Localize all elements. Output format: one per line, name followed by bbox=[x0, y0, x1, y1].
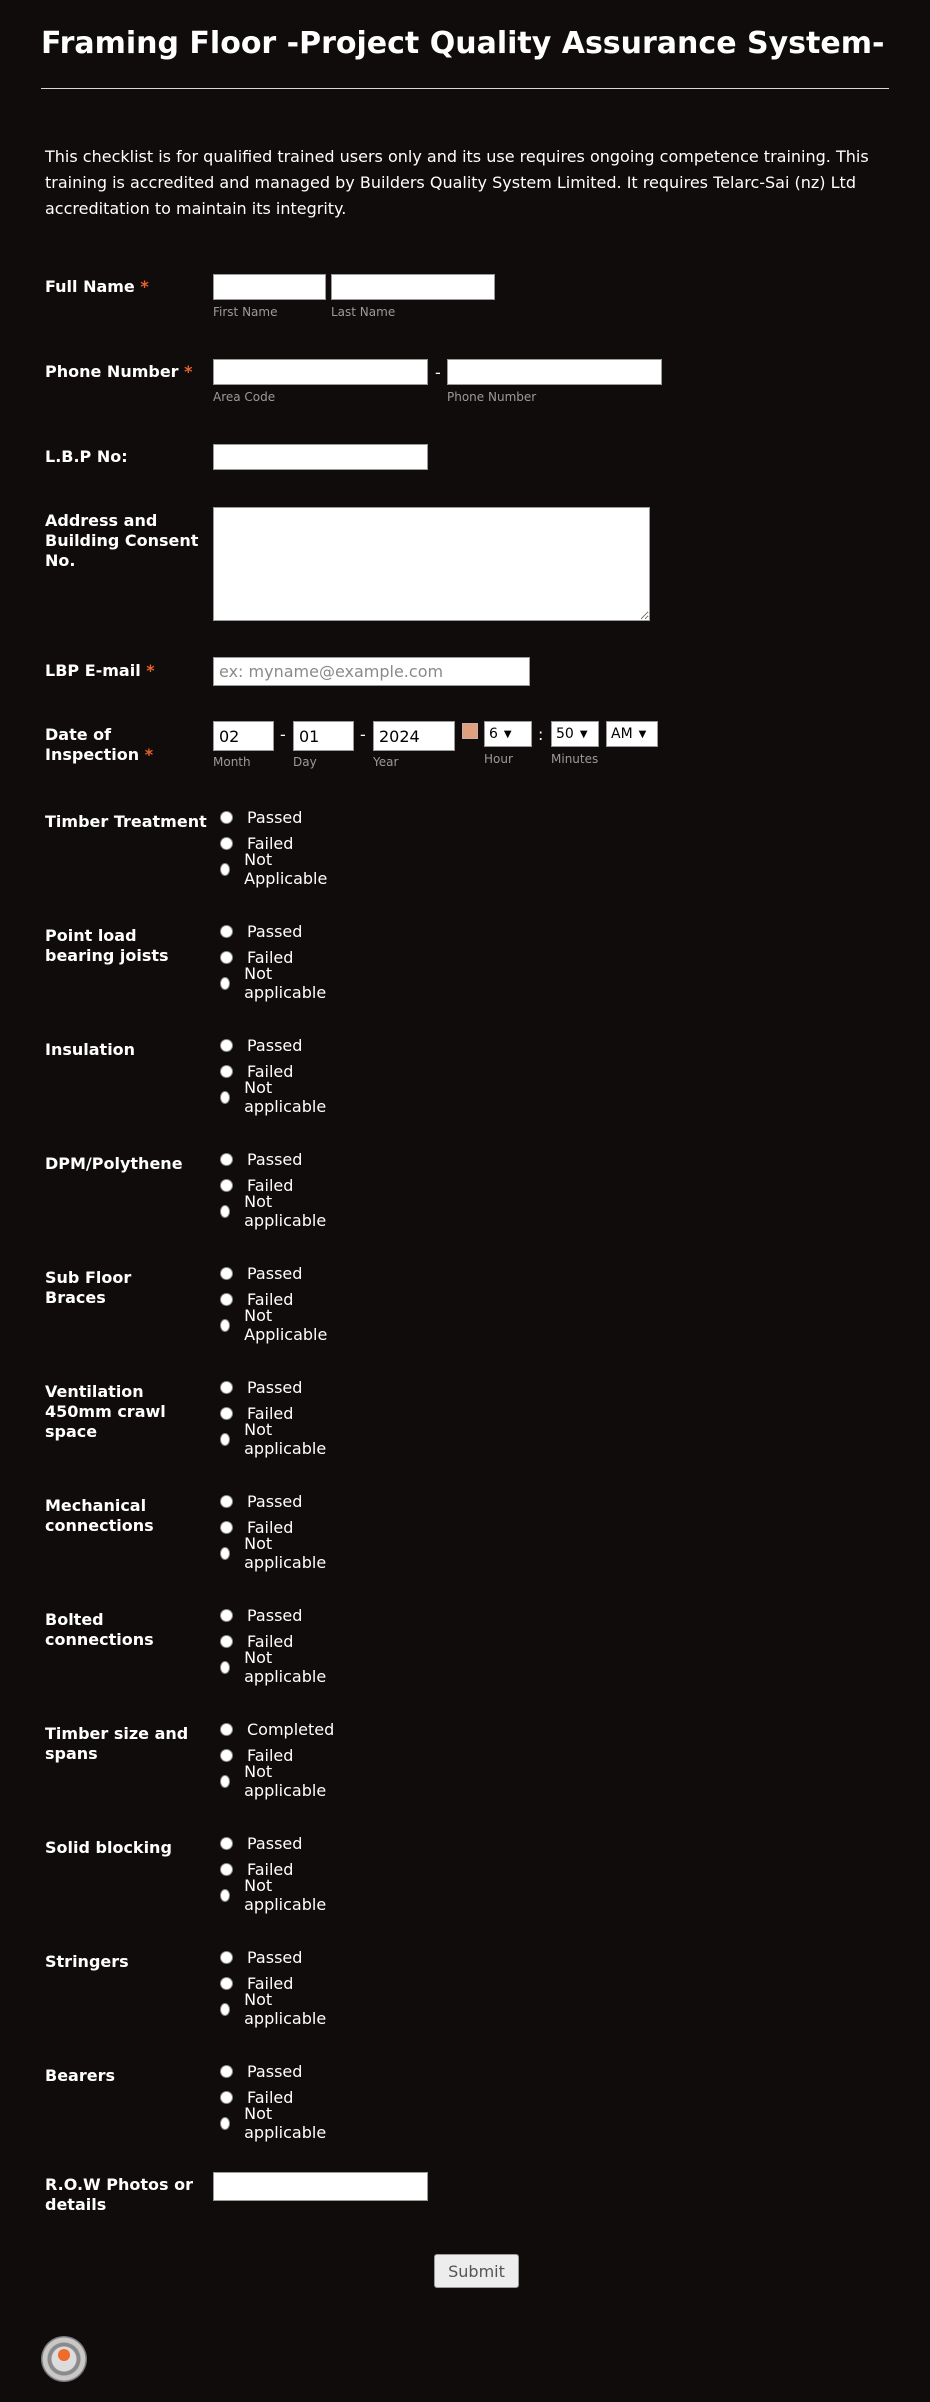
day-sublabel: Day bbox=[293, 755, 317, 769]
radio-button[interactable] bbox=[220, 1319, 230, 1332]
email-label: LBP E-mail * bbox=[45, 661, 155, 680]
calendar-icon[interactable] bbox=[462, 723, 478, 739]
radio-option-label: Passed bbox=[247, 1377, 303, 1397]
last-name-input[interactable] bbox=[331, 274, 495, 300]
radio-button[interactable] bbox=[220, 951, 233, 964]
radio-option-label: Passed bbox=[247, 807, 303, 827]
radio-button[interactable] bbox=[220, 863, 230, 876]
checklist-label: Insulation bbox=[45, 1040, 136, 1059]
radio-option[interactable] bbox=[213, 920, 302, 942]
radio-button[interactable] bbox=[220, 811, 233, 824]
lbp-no-input[interactable] bbox=[213, 444, 428, 470]
radio-option[interactable] bbox=[213, 806, 302, 828]
month-input[interactable] bbox=[213, 721, 274, 751]
radio-option[interactable] bbox=[213, 1148, 302, 1170]
radio-option-label: Failed bbox=[247, 2087, 294, 2107]
radio-button[interactable] bbox=[220, 1863, 233, 1876]
first-name-sublabel: First Name bbox=[213, 305, 278, 319]
radio-option[interactable] bbox=[213, 1306, 330, 1344]
radio-option[interactable] bbox=[213, 1946, 302, 1968]
radio-option-label: Failed bbox=[247, 833, 294, 853]
radio-option[interactable] bbox=[213, 1648, 329, 1686]
radio-option[interactable] bbox=[213, 1034, 302, 1056]
area-code-input[interactable] bbox=[213, 359, 428, 385]
year-sublabel: Year bbox=[373, 755, 399, 769]
radio-option-label: Not Applicable bbox=[244, 850, 328, 888]
full-name-label: Full Name * bbox=[45, 277, 149, 296]
checklist-label: Ventilation 450mm crawl space bbox=[45, 1382, 166, 1441]
radio-option-label: Passed bbox=[247, 1149, 303, 1169]
chevron-down-icon: ▼ bbox=[503, 728, 512, 740]
radio-button[interactable] bbox=[220, 977, 230, 990]
checklist-label: Timber size and spans bbox=[45, 1724, 189, 1763]
radio-button[interactable] bbox=[220, 837, 233, 850]
radio-option-label: Passed bbox=[247, 1491, 303, 1511]
lbp-no-label: L.B.P No: bbox=[45, 447, 128, 466]
radio-option-label: Failed bbox=[247, 1973, 294, 1993]
radio-option[interactable] bbox=[213, 1420, 329, 1458]
radio-option[interactable] bbox=[213, 1718, 334, 1740]
radio-option[interactable] bbox=[213, 1376, 302, 1398]
radio-button[interactable] bbox=[220, 1661, 230, 1674]
radio-button[interactable] bbox=[220, 1381, 233, 1394]
area-code-sublabel: Area Code bbox=[213, 390, 276, 404]
checklist-label: Timber Treatment bbox=[45, 812, 207, 831]
radio-button[interactable] bbox=[220, 2065, 233, 2078]
radio-button[interactable] bbox=[220, 1889, 230, 1902]
radio-button[interactable] bbox=[220, 1205, 230, 1218]
radio-button[interactable] bbox=[220, 1293, 233, 1306]
radio-option[interactable] bbox=[213, 1832, 302, 1854]
radio-option-label: Failed bbox=[247, 1403, 294, 1423]
radio-option-label: Not applicable bbox=[244, 1420, 327, 1458]
radio-option[interactable] bbox=[213, 1762, 329, 1800]
radio-button[interactable] bbox=[220, 1407, 233, 1420]
radio-option-label: Not applicable bbox=[244, 1876, 327, 1914]
minutes-sublabel: Minutes bbox=[551, 752, 599, 766]
radio-option-label: Completed bbox=[247, 1719, 335, 1739]
radio-option-label: Failed bbox=[247, 1745, 294, 1765]
radio-option-label: Passed bbox=[247, 1605, 303, 1625]
checklist-label: Point load bearing joists bbox=[45, 926, 169, 965]
radio-option-label: Failed bbox=[247, 1631, 294, 1651]
address-label: Address and Building Consent No. bbox=[45, 511, 199, 570]
first-name-input[interactable] bbox=[213, 274, 326, 300]
radio-button[interactable] bbox=[220, 1977, 233, 1990]
radio-button[interactable] bbox=[220, 925, 233, 938]
radio-option-label: Passed bbox=[247, 1263, 303, 1283]
radio-option[interactable] bbox=[213, 1990, 329, 2028]
radio-option-label: Not applicable bbox=[244, 964, 327, 1002]
intro-text: This checklist is for qualified trained users only and its use requires ongoing competence training. This training is accredited and managed by Builders Quality System Limited. It requires Telarc-Sai (nz) Ltd accreditation to maintain its integrity. bbox=[45, 147, 869, 218]
certification-badge-icon bbox=[41, 2336, 87, 2382]
month-sublabel: Month bbox=[213, 755, 251, 769]
radio-button[interactable] bbox=[220, 1609, 233, 1622]
radio-option-label: Passed bbox=[247, 1035, 303, 1055]
radio-option[interactable] bbox=[213, 2104, 329, 2142]
radio-button[interactable] bbox=[220, 1951, 233, 1964]
radio-button[interactable] bbox=[220, 1433, 230, 1446]
radio-button[interactable] bbox=[220, 1723, 233, 1736]
day-input[interactable] bbox=[293, 721, 354, 751]
ampm-select[interactable]: AM ▼ bbox=[606, 721, 658, 747]
radio-option[interactable] bbox=[213, 2060, 302, 2082]
radio-option-label: Not applicable bbox=[244, 2104, 327, 2142]
radio-option-label: Failed bbox=[247, 1175, 294, 1195]
radio-option[interactable] bbox=[213, 850, 330, 888]
row-photos-label: R.O.W Photos or details bbox=[45, 2175, 193, 2214]
page-title: Framing Floor -Project Quality Assurance System- bbox=[41, 26, 885, 61]
radio-button[interactable] bbox=[220, 1495, 233, 1508]
badge-center bbox=[58, 2349, 70, 2361]
hour-select[interactable]: 6 ▼ bbox=[484, 721, 532, 747]
radio-option[interactable] bbox=[213, 1534, 329, 1572]
radio-button[interactable] bbox=[220, 1775, 230, 1788]
radio-button[interactable] bbox=[220, 1837, 233, 1850]
radio-option-label: Passed bbox=[247, 2061, 303, 2081]
chevron-down-icon: ▼ bbox=[638, 728, 647, 740]
radio-button[interactable] bbox=[220, 1091, 230, 1104]
minutes-select[interactable]: 50 ▼ bbox=[551, 721, 599, 747]
radio-button[interactable] bbox=[220, 1153, 233, 1166]
checklist-label: Solid blocking bbox=[45, 1838, 172, 1857]
title-divider bbox=[41, 88, 889, 89]
radio-button[interactable] bbox=[220, 2117, 230, 2130]
submit-button[interactable]: Submit bbox=[434, 2254, 519, 2288]
phone-number-input[interactable] bbox=[447, 359, 662, 385]
date-label: Date of Inspection * bbox=[45, 725, 154, 764]
radio-option-label: Not applicable bbox=[244, 1762, 327, 1800]
radio-option-label: Not applicable bbox=[244, 1534, 327, 1572]
radio-option[interactable] bbox=[213, 1490, 302, 1512]
radio-button[interactable] bbox=[220, 1065, 233, 1078]
radio-button[interactable] bbox=[220, 1635, 233, 1648]
time-separator: : bbox=[538, 725, 544, 744]
radio-button[interactable] bbox=[220, 1039, 233, 1052]
required-marker: * bbox=[146, 661, 155, 680]
checklist-label: Bearers bbox=[45, 2066, 115, 2085]
radio-button[interactable] bbox=[220, 1179, 233, 1192]
required-marker: * bbox=[140, 277, 149, 296]
checklist-label: Sub Floor Braces bbox=[45, 1268, 132, 1307]
date-separator: - bbox=[360, 725, 366, 744]
checklist-label: Bolted connections bbox=[45, 1610, 154, 1649]
phone-label: Phone Number * bbox=[45, 362, 193, 381]
radio-option-label: Not Applicable bbox=[244, 1306, 328, 1344]
radio-option[interactable] bbox=[213, 1078, 329, 1116]
radio-option-label: Failed bbox=[247, 1517, 294, 1537]
checklist-label: Stringers bbox=[45, 1952, 129, 1971]
year-input[interactable] bbox=[373, 721, 455, 751]
radio-option[interactable] bbox=[213, 1876, 329, 1914]
radio-button[interactable] bbox=[220, 1547, 230, 1560]
radio-option-label: Failed bbox=[247, 1061, 294, 1081]
required-marker: * bbox=[184, 362, 193, 381]
last-name-sublabel: Last Name bbox=[331, 305, 396, 319]
radio-option-label: Failed bbox=[247, 1859, 294, 1879]
radio-option-label: Failed bbox=[247, 1289, 294, 1309]
radio-option[interactable] bbox=[213, 964, 329, 1002]
address-textarea[interactable] bbox=[213, 507, 650, 621]
radio-option-label: Passed bbox=[247, 1833, 303, 1853]
checklist-label: DPM/Polythene bbox=[45, 1154, 183, 1173]
radio-option[interactable] bbox=[213, 1262, 302, 1284]
radio-button[interactable] bbox=[220, 1521, 233, 1534]
radio-option[interactable] bbox=[213, 1604, 302, 1626]
radio-option-label: Not applicable bbox=[244, 1648, 327, 1686]
checklist-label: Mechanical connections bbox=[45, 1496, 154, 1535]
chevron-down-icon: ▼ bbox=[579, 728, 588, 740]
phone-number-sublabel: Phone Number bbox=[447, 390, 537, 404]
radio-button[interactable] bbox=[220, 1749, 233, 1762]
radio-option[interactable] bbox=[213, 1192, 329, 1230]
phone-separator: - bbox=[435, 363, 441, 382]
hour-sublabel: Hour bbox=[484, 752, 513, 766]
radio-option-label: Failed bbox=[247, 947, 294, 967]
required-marker: * bbox=[144, 745, 154, 764]
radio-button[interactable] bbox=[220, 2003, 230, 2016]
radio-button[interactable] bbox=[220, 1267, 233, 1280]
radio-option-label: Passed bbox=[247, 921, 303, 941]
radio-option-label: Not applicable bbox=[244, 1192, 327, 1230]
radio-option-label: Passed bbox=[247, 1947, 303, 1967]
date-separator: - bbox=[280, 725, 286, 744]
radio-option-label: Not applicable bbox=[244, 1990, 327, 2028]
radio-option-label: Not applicable bbox=[244, 1078, 327, 1116]
row-photos-input[interactable] bbox=[213, 2172, 428, 2201]
radio-button[interactable] bbox=[220, 2091, 233, 2104]
email-input[interactable] bbox=[213, 657, 530, 686]
